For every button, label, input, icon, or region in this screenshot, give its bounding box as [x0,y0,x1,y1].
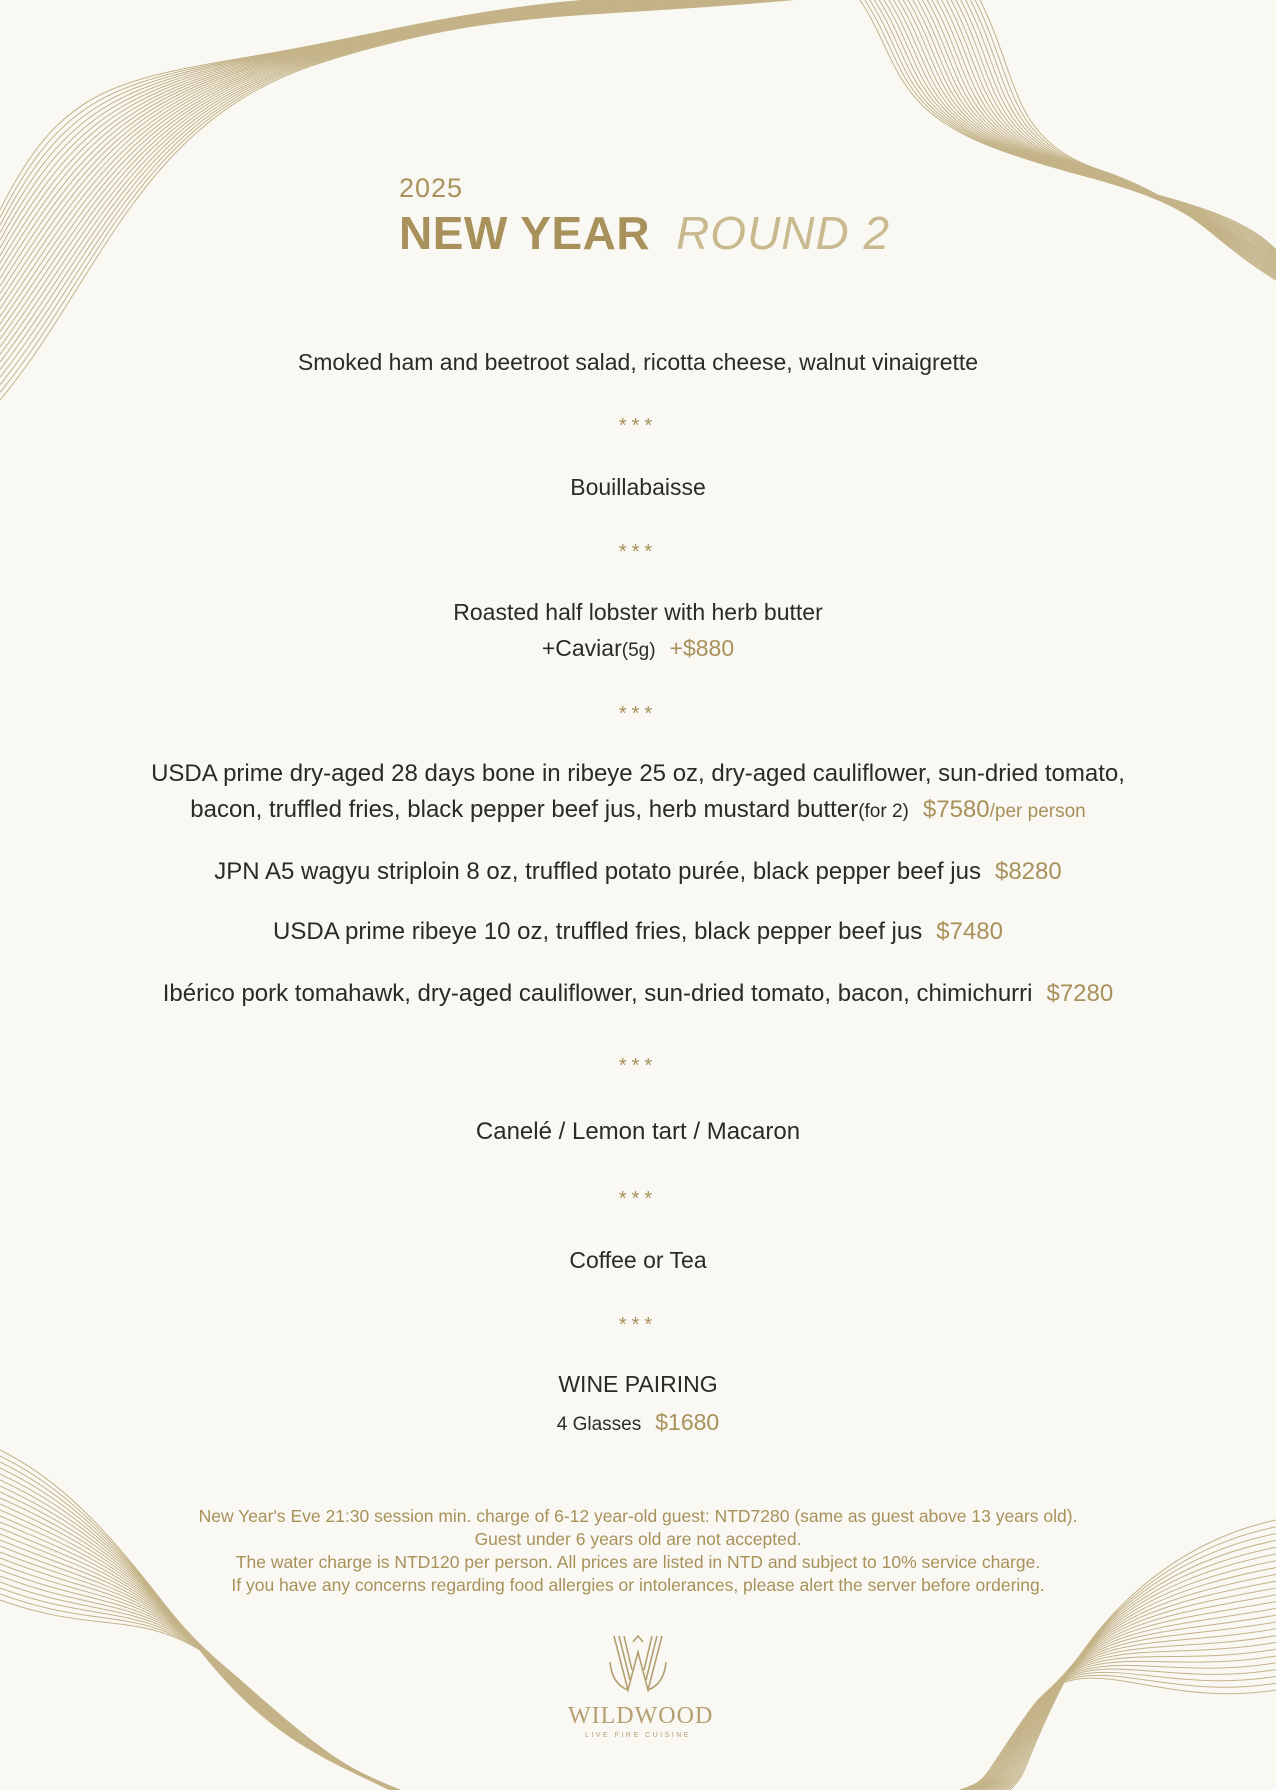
addon-label: +Caviar [541,635,622,661]
logo-wordmark: WILDWOOD [568,1703,714,1729]
main-ribeye-dry-aged-line2 [0,792,1276,830]
wine-pairing-offer [0,1404,1276,1443]
logo-tagline: LIVE FIRE CUISINE [585,1732,691,1739]
divider-stars: *** [618,541,658,563]
wildwood-w-logo-icon [606,1632,670,1694]
main-ribeye-dry-aged-price: $7580 [922,796,990,823]
divider-stars: *** [618,1188,658,1210]
main-wagyu-price: $8280 [994,858,1062,885]
course-soup: Bouillabaisse [570,474,706,500]
main-iberico [0,976,1276,1012]
course-dessert: Canelé / Lemon tart / Macaron [475,1118,801,1145]
note-line: If you have any concerns regarding food allergies or intolerances, please alert the server before ordering. [231,1575,1045,1595]
main-wagyu [0,854,1276,890]
menu-title-sub: ROUND 2 [676,207,891,259]
note-line: New Year's Eve 21:30 session min. charge of 6-12 year-old guest: NTD7280 (same as guest above 13 years old). [198,1506,1078,1526]
main-iberico-price: $7280 [1046,980,1114,1007]
note-line: Guest under 6 years old are not accepted. [474,1529,802,1549]
main-iberico-name: Ibérico pork tomahawk, dry-aged cauliflower, sun-dried tomato, bacon, chimichurri [162,980,1033,1007]
menu-title [399,205,890,273]
main-ribeye-price: $7480 [936,918,1003,945]
main-ribeye-dry-aged-price-unit: /per person [989,801,1086,822]
wine-pairing-price: $1680 [655,1409,720,1435]
menu-title-main: NEW YEAR [399,207,651,259]
wave-lines-bottom-left [0,1450,400,1790]
wildwood-logo [568,1632,714,1741]
main-ribeye-dry-aged-note: (for 2) [858,801,909,822]
course-lobster-addon [0,630,1276,669]
addon-qty: (5g) [621,640,656,661]
main-wagyu-name: JPN A5 wagyu striploin 8 oz, truffled potato purée, black pepper beef jus [214,858,981,885]
addon-price: +$880 [669,635,735,661]
divider-stars: *** [618,703,658,725]
main-ribeye-dry-aged-desc: bacon, truffled fries, black pepper beef jus, herb mustard butter [190,796,859,823]
wine-pairing-label: 4 Glasses [556,1414,642,1435]
course-starter: Smoked ham and beetroot salad, ricotta cheese, walnut vinaigrette [297,349,979,375]
main-ribeye-name: USDA prime ribeye 10 oz, truffled fries, black pepper beef jus [273,918,923,945]
menu-notes [0,1505,1276,1597]
divider-stars: *** [618,1314,658,1336]
divider-stars: *** [618,1055,658,1077]
main-ribeye-dry-aged-line1: USDA prime dry-aged 28 days bone in ribeye 25 oz, dry-aged cauliflower, sun-dried tomato, [151,760,1125,787]
divider-stars: *** [618,415,658,437]
menu-header [399,173,890,273]
wave-lines-top-right [860,0,1276,280]
wine-pairing-title: WINE PAIRING [558,1371,718,1397]
course-lobster: Roasted half lobster with herb butter [453,599,823,625]
course-drink: Coffee or Tea [569,1247,707,1273]
note-line: The water charge is NTD120 per person. All prices are listed in NTD and subject to 10% service charge. [235,1552,1041,1572]
menu-year: 2025 [399,173,464,203]
main-ribeye [0,914,1276,950]
